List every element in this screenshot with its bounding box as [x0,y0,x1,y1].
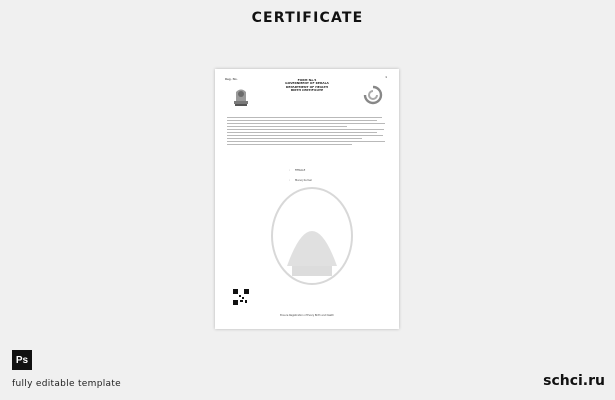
field-value: FEMALE [295,168,306,172]
template-caption: fully editable template [12,379,121,389]
page-number: 1 [385,75,387,79]
body-text-lines [227,117,387,147]
certificate-header [255,79,359,92]
department-logo-icon [363,85,383,105]
document-title: BIRTH CERTIFICATE [290,87,324,92]
photoshop-icon: Ps [12,350,32,370]
qr-code-icon [233,289,249,305]
field-row: : Manoj Kumar [229,175,389,185]
registration-number: Reg. No. [225,77,238,81]
form-number: FORM No.5 [297,78,317,82]
government-title: GOVERNMENT OF KERALA [285,81,329,86]
state-emblem-icon [231,85,251,109]
field-value: Manoj Kumar [295,178,313,182]
footer-line: Ensure Registration of Every Birth and Death [280,313,334,317]
field-row: : FEMALE [229,165,389,175]
site-watermark: schci.ru [543,373,605,389]
certificate-document [215,69,399,329]
department-title: DEPARTMENT OF HEALTH [285,84,329,89]
certificate-footer [215,314,399,317]
emblem-watermark-icon [267,181,357,291]
page-title: CERTIFICATE [251,10,364,26]
